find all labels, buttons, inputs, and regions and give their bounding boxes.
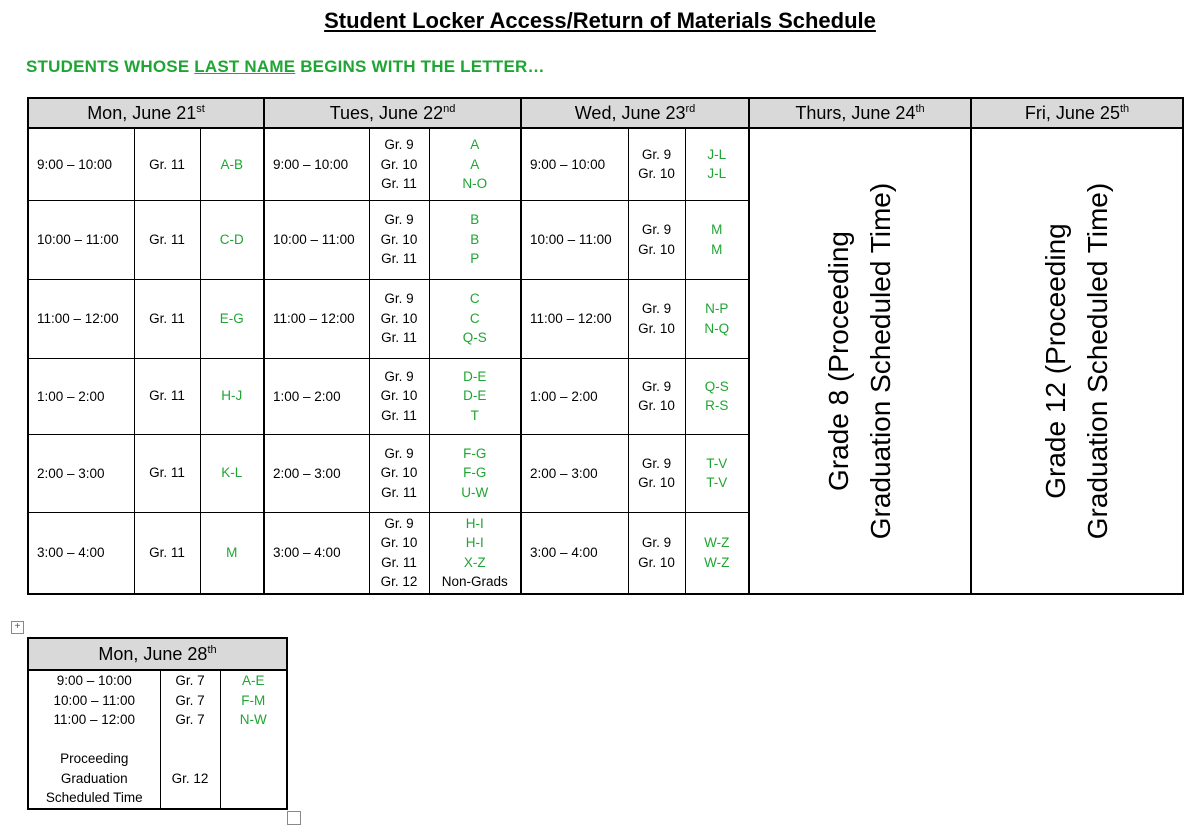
wednesday-time: 11:00 – 12:00 <box>521 279 628 358</box>
monday-grade: Gr. 11 <box>134 434 200 512</box>
monday-grade: Gr. 11 <box>134 358 200 434</box>
letter-range: H-I <box>465 515 484 531</box>
move-handle-icon[interactable]: + <box>11 621 24 634</box>
wednesday-grades <box>628 128 685 200</box>
text-cursor <box>287 671 288 689</box>
wednesday-time: 2:00 – 3:00 <box>521 434 628 512</box>
letter-range: M <box>711 241 723 257</box>
june28-row <box>28 670 287 809</box>
letter-range: A <box>470 137 480 152</box>
letter-range: Q-S <box>704 378 729 394</box>
letter-range: R-S <box>705 398 729 413</box>
monday-grade: Gr. 11 <box>134 279 200 358</box>
friday-note-cell <box>971 128 1183 594</box>
day-header-row <box>28 98 1183 128</box>
monday-time: 9:00 – 10:00 <box>28 128 134 200</box>
time-slot: 10:00 – 11:00 <box>53 692 136 708</box>
day-header-june28: Mon, June 28th <box>28 638 287 670</box>
wednesday-grades <box>628 358 685 434</box>
letter-range: C <box>469 310 480 326</box>
wednesday-time: 10:00 – 11:00 <box>521 200 628 279</box>
wednesday-grades <box>628 512 685 594</box>
letter-range: C <box>469 291 480 307</box>
monday-letters: A-B <box>200 128 264 200</box>
letter-range: W-Z <box>704 554 730 570</box>
letter-range: F-G <box>463 445 487 461</box>
tuesday-letters <box>429 128 521 200</box>
tuesday-letters <box>429 200 521 279</box>
letter-range: D-E <box>463 388 487 404</box>
grade-label: Gr. 10 <box>638 554 675 570</box>
grade-label: Gr. 10 <box>380 535 418 551</box>
letter-range: P <box>470 251 480 267</box>
monday-letters: E-G <box>200 279 264 358</box>
letter-range: F-M <box>241 692 266 708</box>
tuesday-time: 2:00 – 3:00 <box>264 434 369 512</box>
wednesday-time: 1:00 – 2:00 <box>521 358 628 434</box>
tuesday-letters <box>429 512 521 594</box>
grade-label: Gr. 10 <box>638 398 675 413</box>
letter-range: W-Z <box>704 535 730 551</box>
table-resize-handle[interactable] <box>287 811 301 825</box>
tuesday-time: 3:00 – 4:00 <box>264 512 369 594</box>
grade-label: Gr. 10 <box>380 156 418 172</box>
tuesday-grades <box>369 434 429 512</box>
spacer <box>161 788 220 808</box>
letter-range: J-L <box>707 166 727 182</box>
letter-range: B <box>470 212 480 228</box>
grade-label: Gr. 7 <box>175 712 205 727</box>
grade-label: Gr. 11 <box>381 176 417 191</box>
grade-label: Gr. 9 <box>384 212 414 228</box>
june28-letters <box>220 670 287 809</box>
page-title: Student Locker Access/Return of Materials Schedule <box>324 8 876 33</box>
june28-table <box>27 637 288 810</box>
day-header-wednesday: Wed, June 23rd <box>521 98 749 128</box>
monday-grade: Gr. 11 <box>134 200 200 279</box>
letter-range: Q-S <box>462 330 487 346</box>
grade-label: Gr. 7 <box>175 673 205 688</box>
letter-range: T-V <box>706 455 728 471</box>
time-slot: 11:00 – 12:00 <box>53 712 136 727</box>
grade-label: Gr. 11 <box>381 484 417 500</box>
tuesday-letters <box>429 358 521 434</box>
time-slot-row <box>28 128 1183 200</box>
monday-grade: Gr. 11 <box>134 512 200 594</box>
letter-range: T-V <box>706 475 728 490</box>
day-header-monday: Mon, June 21st <box>28 98 264 128</box>
tuesday-letters <box>429 434 521 512</box>
letter-range: T <box>470 407 479 423</box>
grade-label: Gr. 11 <box>381 251 417 267</box>
tuesday-letters <box>429 279 521 358</box>
letter-range: N-W <box>239 712 267 727</box>
monday-time: 2:00 – 3:00 <box>28 434 134 512</box>
monday-grade: Gr. 11 <box>134 128 200 200</box>
grade-label: Gr. 9 <box>384 291 414 307</box>
grade-label: Gr. 9 <box>384 515 414 531</box>
letter-range: H-I <box>465 535 484 551</box>
grade-label: Gr. 12 <box>171 770 209 786</box>
grade-label: Gr. 9 <box>641 146 672 162</box>
grade-label: Gr. 9 <box>384 137 414 152</box>
letter-range: J-L <box>707 146 727 162</box>
wednesday-time: 3:00 – 4:00 <box>521 512 628 594</box>
grade-label: Gr. 11 <box>381 554 417 570</box>
tuesday-grades <box>369 279 429 358</box>
grade-label: Gr. 10 <box>380 231 418 247</box>
grade-label: Gr. 7 <box>175 692 205 708</box>
grade-label: Gr. 12 <box>380 574 418 590</box>
grade-label: Gr. 10 <box>380 388 418 404</box>
grade-label: Gr. 10 <box>638 475 675 490</box>
grade-label: Gr. 10 <box>380 310 418 326</box>
letter-range: Non-Grads <box>441 574 508 590</box>
tuesday-time: 1:00 – 2:00 <box>264 358 369 434</box>
monday-letters: K-L <box>200 434 264 512</box>
grade-label: Gr. 9 <box>641 222 672 237</box>
grade-label: Gr. 11 <box>381 407 417 423</box>
note-line: Graduation <box>60 770 128 786</box>
letter-range: N-P <box>705 301 729 316</box>
tuesday-time: 9:00 – 10:00 <box>264 128 369 200</box>
grade-label: Gr. 9 <box>641 378 672 394</box>
wednesday-letters <box>685 128 749 200</box>
wednesday-letters <box>685 279 749 358</box>
tuesday-time: 10:00 – 11:00 <box>264 200 369 279</box>
wednesday-letters <box>685 200 749 279</box>
wednesday-time: 9:00 – 10:00 <box>521 128 628 200</box>
day-header-tuesday: Tues, June 22nd <box>264 98 521 128</box>
letter-range: X-Z <box>463 554 486 570</box>
monday-letters: M <box>200 512 264 594</box>
time-slot: 9:00 – 10:00 <box>56 673 132 688</box>
letter-range: A-E <box>242 673 265 688</box>
wednesday-grades <box>628 279 685 358</box>
monday-time: 3:00 – 4:00 <box>28 512 134 594</box>
thursday-note: Grade 8 (Proceeding Graduation Scheduled Time) <box>823 182 897 540</box>
letter-range: M <box>711 222 723 237</box>
monday-letters: H-J <box>200 358 264 434</box>
letter-range: B <box>470 231 480 247</box>
spacer <box>161 749 220 769</box>
instruction-heading: STUDENTS WHOSE LAST NAME BEGINS WITH THE LETTER… <box>26 57 545 76</box>
wednesday-letters <box>685 512 749 594</box>
letter-range: D-E <box>463 368 487 384</box>
letter-range: N-Q <box>704 320 730 336</box>
grade-label: Gr. 10 <box>638 320 675 336</box>
monday-time: 10:00 – 11:00 <box>28 200 134 279</box>
tuesday-grades <box>369 128 429 200</box>
monday-letters: C-D <box>200 200 264 279</box>
tuesday-time: 11:00 – 12:00 <box>264 279 369 358</box>
wednesday-grades <box>628 200 685 279</box>
day-header-friday: Fri, June 25th <box>971 98 1183 128</box>
tuesday-grades <box>369 200 429 279</box>
letter-range: U-W <box>461 484 489 500</box>
note-line: Proceeding <box>60 751 129 766</box>
spacer <box>29 730 160 750</box>
letter-range: F-G <box>463 465 487 481</box>
tuesday-grades <box>369 358 429 434</box>
grade-label: Gr. 9 <box>384 445 414 461</box>
letter-range: A <box>470 156 480 172</box>
june28-times <box>28 670 160 809</box>
friday-note: Grade 12 (Proceeding Graduation Scheduled Time) <box>1040 182 1114 540</box>
tuesday-grades <box>369 512 429 594</box>
monday-time: 11:00 – 12:00 <box>28 279 134 358</box>
grade-label: Gr. 9 <box>384 368 414 384</box>
grade-label: Gr. 9 <box>641 301 672 316</box>
letter-range: N-O <box>462 176 488 191</box>
grade-label: Gr. 10 <box>380 465 418 481</box>
spacer <box>161 730 220 750</box>
monday-time: 1:00 – 2:00 <box>28 358 134 434</box>
wednesday-grades <box>628 434 685 512</box>
grade-label: Gr. 9 <box>641 455 672 471</box>
note-line: Scheduled Time <box>45 790 143 805</box>
thursday-note-cell <box>749 128 971 594</box>
grade-label: Gr. 11 <box>381 330 417 346</box>
grade-label: Gr. 10 <box>638 241 675 257</box>
grade-label: Gr. 9 <box>641 535 672 551</box>
wednesday-letters <box>685 358 749 434</box>
june28-grades <box>160 670 220 809</box>
grade-label: Gr. 10 <box>638 166 675 182</box>
day-header-thursday: Thurs, June 24th <box>749 98 971 128</box>
schedule-table <box>27 97 1184 595</box>
wednesday-letters <box>685 434 749 512</box>
